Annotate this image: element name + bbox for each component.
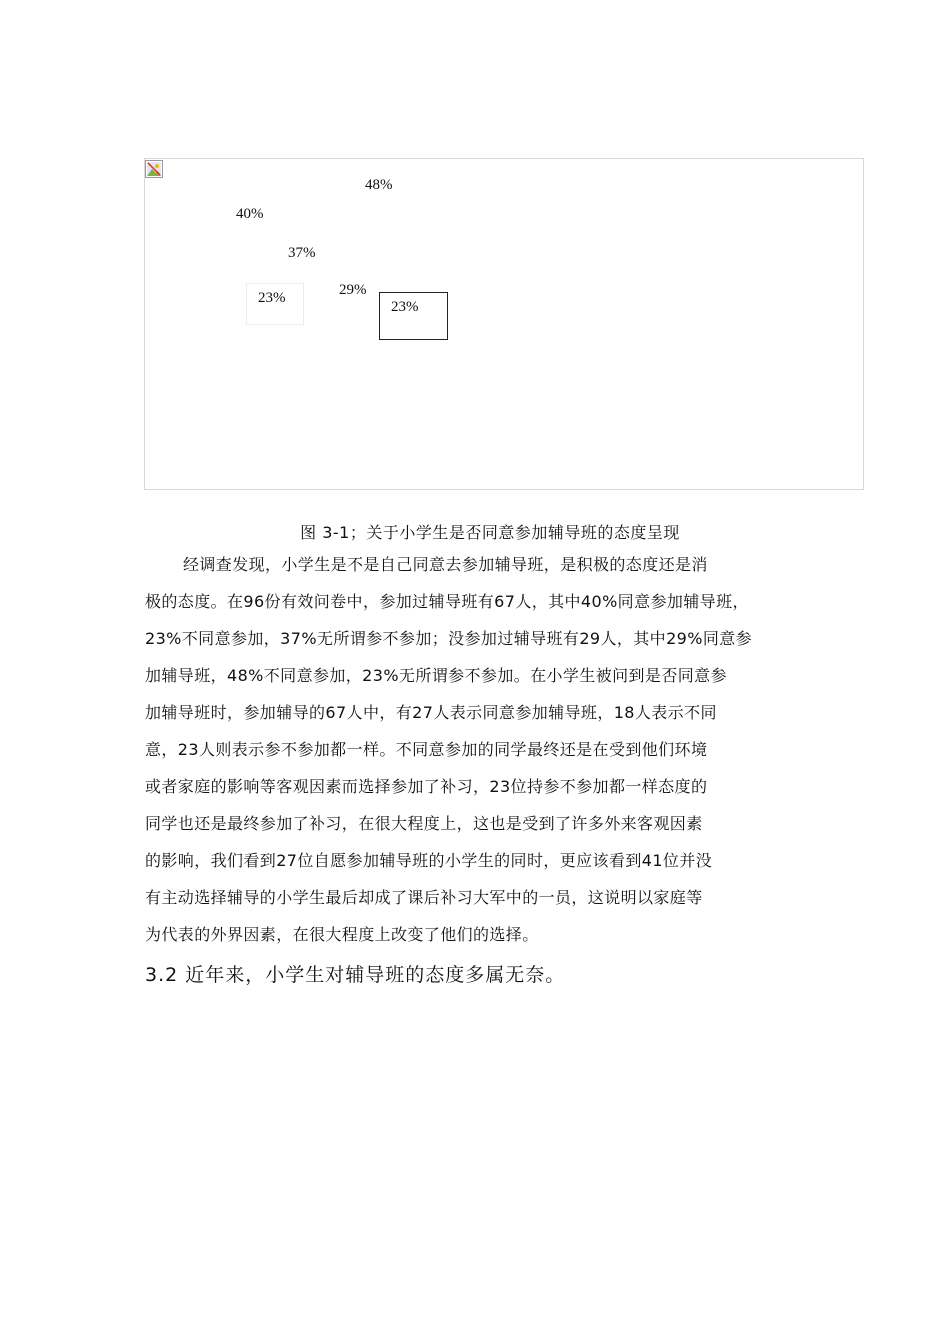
data-label: 29% <box>339 282 367 298</box>
paragraph-line: 或者家庭的影响等客观因素而选择参加了补习，23位持参不参加都一样态度的 <box>145 777 708 796</box>
paragraph-line: 有主动选择辅导的小学生最后却成了课后补习大军中的一员，这说明以家庭等 <box>145 888 703 907</box>
section-heading: 3.2 近年来，小学生对辅导班的态度多属无奈。 <box>145 964 566 986</box>
paragraph-line: 意，23人则表示参不参加都一样。不同意参加的同学最终还是在受到他们环境 <box>145 740 708 759</box>
data-label: 37% <box>288 245 316 261</box>
data-label: 23% <box>391 299 419 315</box>
data-label: 40% <box>236 206 264 222</box>
paragraph-line: 加辅导班时，参加辅导的67人中，有27人表示同意参加辅导班，18人表示不同 <box>145 703 717 722</box>
paragraph-line: 的影响，我们看到27位自愿参加辅导班的小学生的同时，更应该看到41位并没 <box>145 851 713 870</box>
body-paragraph <box>145 546 825 966</box>
paragraph-line: 经调查发现，小学生是不是自己同意去参加辅导班，是积极的态度还是消 <box>183 555 708 574</box>
data-label: 23% <box>258 290 286 306</box>
data-label: 48% <box>365 177 393 193</box>
figure-caption-text: 图 3-1；关于小学生是否同意参加辅导班的态度呈现 <box>300 523 680 542</box>
paragraph-line: 极的态度。在96份有效问卷中，参加过辅导班有67人，其中40%同意参加辅导班， <box>145 592 749 611</box>
figure-caption <box>0 520 950 543</box>
paragraph-line: 加辅导班，48%不同意参加，23%无所谓参不参加。在小学生被问到是否同意参 <box>145 666 727 685</box>
paragraph-line: 为代表的外界因素，在很大程度上改变了他们的选择。 <box>145 925 539 944</box>
broken-image-icon <box>145 160 163 178</box>
paragraph-line: 23%不同意参加，37%无所谓参不参加；没参加过辅导班有29人，其中29%同意参 <box>145 629 753 648</box>
paragraph-line: 同学也还是最终参加了补习，在很大程度上，这也是受到了许多外来客观因素 <box>145 814 703 833</box>
